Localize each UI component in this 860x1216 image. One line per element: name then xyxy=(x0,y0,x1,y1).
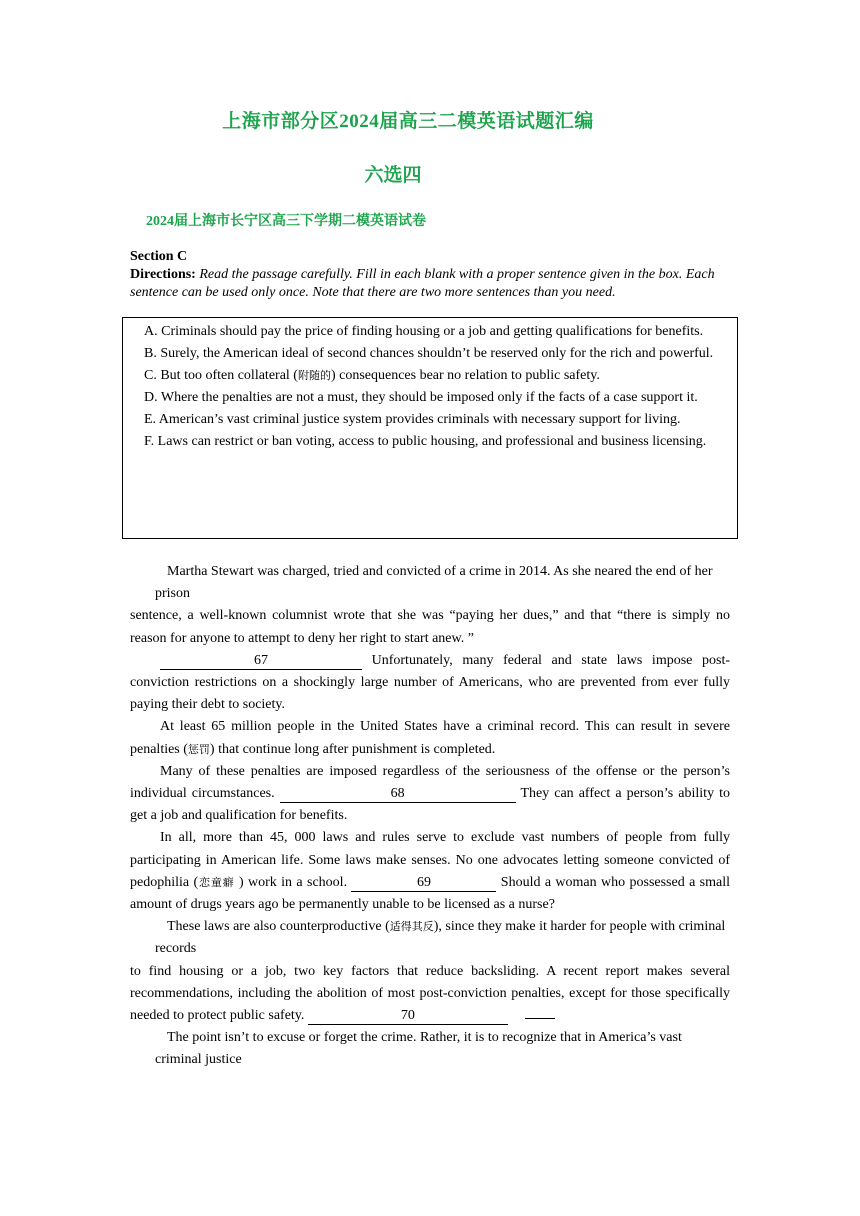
paragraph-6-post: ), since they make it harder for people with criminal records xyxy=(155,919,726,957)
paragraph-5-pre: In all, more than 45, 000 laws and rules serve to exclude vast numbers of people from fully participating in American life. Some laws make senses. No one advocates letting someone convicted of pedophilia ( xyxy=(130,830,730,890)
option-b: B. Surely, the American ideal of second chances shouldn’t be reserved only for the rich and powerful. xyxy=(144,346,714,361)
options-box xyxy=(122,317,738,539)
paragraph-4 xyxy=(130,761,730,828)
directions xyxy=(130,266,730,302)
paragraph-6-pre: These laws are also counterproductive ( xyxy=(167,919,390,935)
blank-70-tail xyxy=(525,1018,555,1019)
passage xyxy=(130,561,730,1072)
option-c-pre: C. But too often collateral ( xyxy=(144,368,298,383)
paragraph-7-text: to find housing or a job, two key factors that reduce backsliding. A recent report makes several recommendations, including the abolition of most post-conviction penalties, except for those specifically needed to protect public safety. xyxy=(130,963,730,1024)
paragraph-6-gloss: 适得其反 xyxy=(389,920,434,934)
exam-title: 2024届上海市长宁区高三下学期二模英语试卷 xyxy=(146,214,426,229)
directions-label: Directions: xyxy=(130,267,196,282)
option-e: E. American’s vast criminal justice system provides criminals with necessary support for living. xyxy=(144,412,681,427)
document-title: 上海市部分区2024届高三二模英语试题汇编 xyxy=(222,111,594,132)
paragraph-1b: sentence, a well-known columnist wrote that she was “paying her dues,” and that “there is simply no reason for anyone to attempt to deny her right to start anew. ” xyxy=(130,608,730,646)
blank-69[interactable]: 69 xyxy=(351,875,496,892)
document-subtitle: 六选四 xyxy=(364,165,422,186)
option-c-post: ) consequences bear no relation to public safety. xyxy=(330,368,600,383)
option-c-gloss: 附随的 xyxy=(297,369,331,382)
paragraph-7 xyxy=(130,961,730,1028)
paragraph-5-post: Should a woman who possessed a small amount of drugs years ago be permanently unable to be licensed as a nurse? xyxy=(130,874,731,913)
paragraph-5-gloss: 恋童癖 xyxy=(198,875,235,889)
paragraph-2-text: Unfortunately, many federal and state laws impose post-conviction restrictions on a shockingly large number of Americans, who are prevented from ever fully paying their debt to society. xyxy=(130,652,730,713)
option-c xyxy=(144,365,729,387)
paragraph-5 xyxy=(130,827,730,916)
paragraph-3-pre: At least 65 million people in the United States have a criminal record. This can result in severe penalties ( xyxy=(130,719,730,757)
paragraph-3 xyxy=(130,716,730,760)
paragraph-4-post: They can affect a person’s ability to get a job and qualification for benefits. xyxy=(130,786,730,824)
blank-67[interactable]: 67 xyxy=(160,653,362,670)
paragraph-6 xyxy=(130,916,730,960)
paragraph-4-pre: Many of these penalties are imposed regardless of the seriousness of the offense or the person’s individual circumstances. xyxy=(130,763,730,802)
paragraph-5-mid: ) work in a school. xyxy=(234,874,352,890)
section-label: Section C xyxy=(130,249,188,264)
option-d: D. Where the penalties are not a must, they should be imposed only if the facts of a case support it. xyxy=(144,390,698,405)
paragraph-3-post: ) that continue long after punishment is completed. xyxy=(209,741,496,757)
option-a: A. Criminals should pay the price of finding housing or a job and getting qualifications for benefits. xyxy=(144,324,704,339)
directions-text: Read the passage carefully. Fill in each blank with a proper sentence given in the box. Each sentence can be used only once. Note that there are two more sentences than you need. xyxy=(130,267,715,300)
paragraph-1a: Martha Stewart was charged, tried and convicted of a crime in 2014. As she neared the end of her prison xyxy=(155,564,713,602)
paragraph-2 xyxy=(130,650,730,717)
paragraph-8: The point isn’t to excuse or forget the crime. Rather, it is to recognize that in America’s vast criminal justice xyxy=(155,1030,682,1068)
paragraph-3-gloss: 惩罚 xyxy=(187,742,210,756)
blank-68[interactable]: 68 xyxy=(280,786,516,803)
option-f: F. Laws can restrict or ban voting, access to public housing, and professional and business licensing. xyxy=(144,434,707,449)
blank-70[interactable]: 70 xyxy=(308,1008,508,1025)
section-header xyxy=(130,248,730,302)
